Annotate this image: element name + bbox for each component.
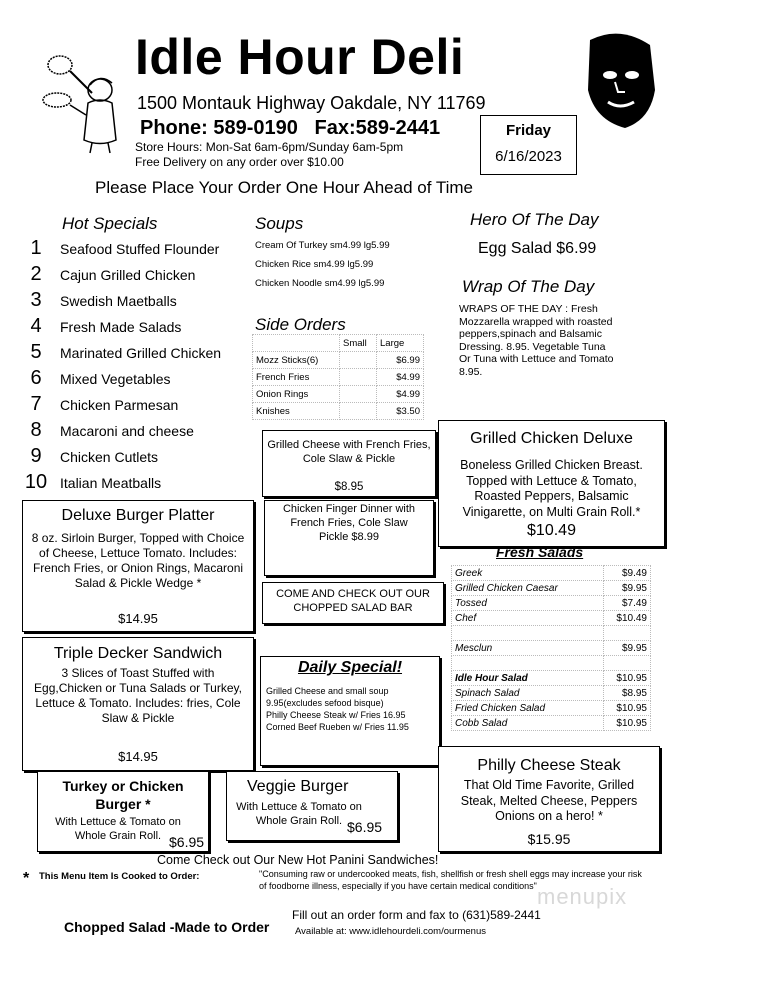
item-name: Cajun Grilled Chicken [60, 267, 196, 283]
delivery-note: Free Delivery on any order over $10.00 [135, 155, 344, 169]
table-row [253, 386, 424, 403]
table-row [253, 352, 424, 369]
item-price: $8.95 [334, 481, 364, 493]
item-price: $14.95 [118, 611, 158, 626]
item-title: Philly Cheese Steak [477, 757, 621, 774]
deluxe-burger-box [22, 500, 254, 632]
chopped-note: Chopped Salad -Made to Order [64, 919, 270, 935]
item-desc: Chicken Finger Dinner with French Fries, Cole Slaw Pickle $8.99 [282, 503, 416, 543]
item-desc: Grilled Cheese with French Fries, Cole Slaw & Pickle [267, 439, 431, 465]
phone-fax: Phone: 589-0190 Fax:589-2441 [140, 117, 441, 139]
turkey-burger-box [37, 771, 209, 852]
page-title: Idle Hour Deli [135, 29, 465, 85]
item-number: 4 [30, 315, 42, 337]
side-large: $6.99 [377, 352, 424, 369]
daily-special-line: Philly Cheese Steak w/ Fries 16.95 [266, 710, 406, 720]
salad-price: $8.95 [604, 686, 651, 701]
side-small [340, 403, 377, 420]
chicken-finger-box [264, 500, 434, 576]
item-desc: 8 oz. Sirloin Burger, Topped with Choice of Cheese, Lettuce Tomato. Includes: French Fries, or Onion Rings, Macaroni Salad & Pickle Wedge * [31, 531, 245, 590]
hot-specials-title: Hot Specials [62, 214, 158, 233]
table-row [253, 335, 424, 352]
side-small [340, 352, 377, 369]
item-name: Chicken Cutlets [60, 449, 159, 465]
soup-item: Chicken Noodle sm4.99 lg5.99 [255, 278, 385, 289]
chef-logo [30, 45, 130, 155]
cooked-note: This Menu Item Is Cooked to Order: [39, 871, 200, 882]
triple-decker-box [22, 637, 254, 771]
list-item [22, 341, 242, 367]
day-label: Friday [505, 122, 551, 139]
table-row [452, 581, 651, 596]
item-name: Chicken Parmesan [60, 397, 179, 413]
hero-item: Egg Salad $6.99 [478, 240, 597, 257]
item-number: 1 [30, 237, 42, 259]
salad-price: $10.95 [604, 716, 651, 731]
list-item [22, 237, 242, 263]
soup-item: Chicken Rice sm4.99 lg5.99 [255, 259, 374, 270]
item-number: 6 [30, 367, 42, 389]
table-row [253, 369, 424, 386]
side-large: $4.99 [377, 386, 424, 403]
table-row [452, 641, 651, 656]
cooked-star: * [23, 870, 30, 887]
salad-name: Chef [452, 611, 604, 626]
portrait-image [580, 30, 660, 130]
daily-special-title: Daily Special! [297, 659, 403, 676]
list-item [22, 367, 242, 393]
list-item [22, 263, 242, 289]
salad-name: Greek [452, 566, 604, 581]
item-number: 10 [24, 471, 48, 493]
item-name: Mixed Vegetables [60, 371, 171, 387]
soups-title: Soups [255, 214, 304, 233]
salad-price: $7.49 [604, 596, 651, 611]
raw-warning: "Consuming raw or undercooked meats, fish, shellfish or fresh shell eggs may increase your risk of foodborne illness, especially if you have certain medical conditions" [259, 869, 642, 891]
item-number: 9 [30, 445, 42, 467]
salad-price: $10.95 [604, 671, 651, 686]
item-title: Deluxe Burger Platter [61, 507, 215, 524]
watermark: menupix [537, 884, 628, 909]
item-number: 5 [30, 341, 42, 363]
item-name: Fresh Made Salads [60, 319, 182, 335]
item-title: Turkey or Chicken Burger * [62, 778, 184, 812]
col-small: Small [340, 335, 377, 352]
item-name: Marinated Grilled Chicken [60, 345, 222, 361]
fresh-salads-title: Fresh Salads [496, 544, 584, 560]
salad-price: $10.49 [604, 611, 651, 626]
side-large: $3.50 [377, 403, 424, 420]
table-row [452, 671, 651, 686]
list-item [22, 471, 242, 497]
panini-note: Come Check out Our New Hot Panini Sandwiches! [157, 853, 439, 867]
side-name: French Fries [253, 369, 340, 386]
table-row [452, 656, 651, 671]
item-title: Grilled Chicken Deluxe [470, 430, 633, 447]
item-price: $6.95 [347, 819, 383, 835]
grilled-chicken-deluxe-box [438, 420, 665, 547]
item-desc: Boneless Grilled Chicken Breast. Topped with Lettuce & Tomato, Roasted Peppers, Balsamic Vinigarette, on Multi Grain Roll.* [460, 458, 643, 519]
item-price: $15.95 [527, 831, 571, 847]
list-item [22, 419, 242, 445]
item-desc: With Lettuce & Tomato on Whole Grain Roll. [55, 816, 181, 842]
side-name: Mozz Sticks(6) [253, 352, 340, 369]
available-link[interactable]: Available at: www.idlehourdeli.com/ourmenus [295, 926, 486, 937]
grilled-cheese-box [262, 430, 436, 497]
side-small [340, 369, 377, 386]
table-row [452, 716, 651, 731]
salad-price: $9.49 [604, 566, 651, 581]
list-item [22, 393, 242, 419]
philly-box [438, 746, 660, 852]
date-box [480, 115, 577, 175]
item-price: $10.49 [527, 522, 576, 539]
hot-specials-list [22, 237, 242, 497]
table-row [452, 626, 651, 641]
chopped-salad-bar-box [262, 582, 444, 624]
item-number: 3 [30, 289, 42, 311]
fresh-salads-table [451, 565, 651, 731]
fax-note: Fill out an order form and fax to (631)589-2441 [292, 908, 541, 922]
store-hours: Store Hours: Mon-Sat 6am-6pm/Sunday 6am-5pm [135, 140, 404, 154]
item-name: Italian Meatballs [60, 475, 162, 491]
hero-title: Hero Of The Day [470, 210, 599, 229]
item-title: Veggie Burger [247, 778, 349, 795]
table-row [452, 596, 651, 611]
list-item [22, 315, 242, 341]
item-desc: That Old Time Favorite, Grilled Steak, Melted Cheese, Peppers Onions on a hero! * [460, 778, 638, 824]
salad-name: Tossed [452, 596, 604, 611]
list-item [22, 445, 242, 471]
wrap-text: WRAPS OF THE DAY : Fresh Mozzarella wrapped with roasted peppers,spinach and Balsamic Dressing. 8.95. Vegetable Tuna Or Tuna with Lettuce and Tomato 8.95. [459, 303, 614, 378]
table-row [452, 611, 651, 626]
order-notice: Please Place Your Order One Hour Ahead of Time [95, 178, 474, 197]
item-title: Triple Decker Sandwich [53, 645, 223, 662]
item-desc: With Lettuce & Tomato on Whole Grain Roll. [236, 801, 362, 827]
daily-special-line: Grilled Cheese and small soup [266, 686, 389, 696]
side-orders-table [252, 334, 424, 420]
soup-item: Cream Of Turkey sm4.99 lg5.99 [255, 240, 390, 251]
side-orders-title: Side Orders [255, 315, 346, 334]
daily-special-line: Corned Beef Rueben w/ Fries 11.95 [266, 722, 409, 732]
item-number: 8 [30, 419, 42, 441]
item-number: 7 [30, 393, 42, 415]
item-name: Swedish Maetballs [60, 293, 177, 309]
wrap-title: Wrap Of The Day [462, 277, 595, 296]
item-price: $6.95 [169, 834, 205, 850]
side-name: Onion Rings [253, 386, 340, 403]
item-desc: 3 Slices of Toast Stuffed with Egg,Chicken or Tuna Salads or Turkey, Lettuce & Tomato. Includes: fries, Cole Slaw & Pickle [34, 666, 242, 725]
item-name: Macaroni and cheese [60, 423, 194, 439]
item-number: 2 [30, 263, 42, 285]
side-name: Knishes [253, 403, 340, 420]
salad-name: Grilled Chicken Caesar [452, 581, 604, 596]
side-small [340, 386, 377, 403]
daily-special-line: 9.95(excludes sefood bisque) [266, 698, 384, 708]
salad-name: Spinach Salad [452, 686, 604, 701]
chopped-bar-text: COME AND CHECK OUT OUR CHOPPED SALAD BAR [276, 588, 430, 614]
table-row [452, 686, 651, 701]
salad-price: $9.95 [604, 641, 651, 656]
veggie-burger-box [226, 771, 398, 841]
salad-name: Mesclun [452, 641, 604, 656]
salad-price: $9.95 [604, 581, 651, 596]
salad-name: Fried Chicken Salad [452, 701, 604, 716]
salad-name: Cobb Salad [452, 716, 604, 731]
salad-price: $10.95 [604, 701, 651, 716]
item-price: $14.95 [118, 749, 158, 764]
date-label: 6/16/2023 [495, 148, 562, 165]
item-name: Seafood Stuffed Flounder [60, 241, 220, 257]
address: 1500 Montauk Highway Oakdale, NY 11769 [137, 93, 486, 113]
side-large: $4.99 [377, 369, 424, 386]
table-row [452, 701, 651, 716]
col-large: Large [377, 335, 424, 352]
list-item [22, 289, 242, 315]
table-row [452, 566, 651, 581]
daily-special-box [260, 656, 440, 766]
table-row [253, 403, 424, 420]
salad-name: Idle Hour Salad [452, 671, 604, 686]
